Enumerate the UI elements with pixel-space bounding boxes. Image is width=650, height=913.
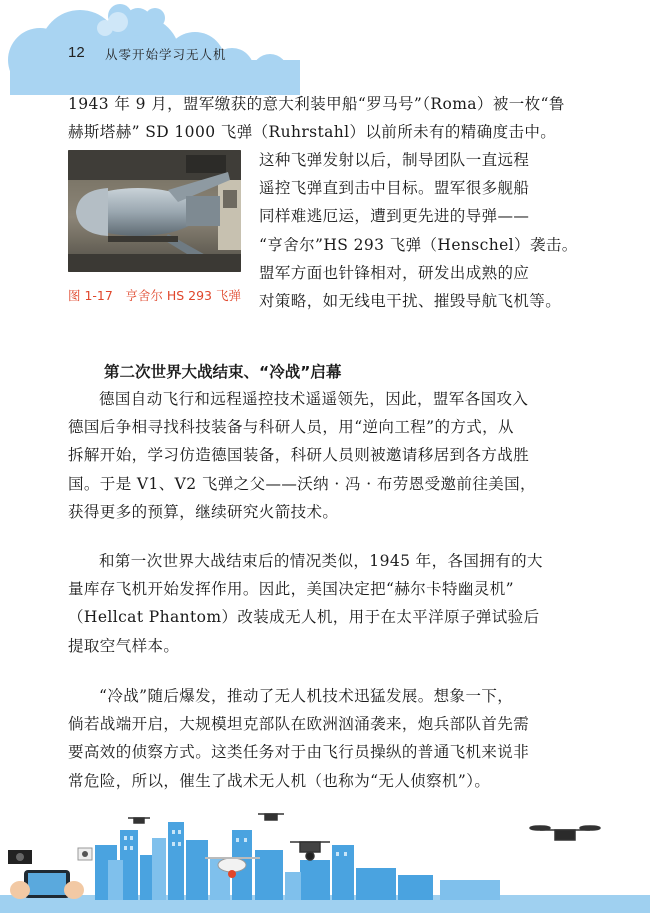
paragraph-reverse-engineering [68,385,588,526]
paragraph-cold-war [68,682,588,795]
paragraph-hellcat-phantom [68,547,588,660]
figure-caption: 图 1-17 亨舍尔 HS 293 飞弹 [68,288,241,303]
text-line: 同样难逃厄运，遭到更先进的导弹—— [259,207,530,226]
missile-photo [68,150,241,272]
text-line: （Hellcat Phantom）改装成无人机，用于在太平洋原子弹试验后 [68,608,540,627]
text-line: 拆解开始，学习仿造德国装备，科研人员则被邀请移居到各方战胜 [68,446,530,465]
text-line: 对策略，如无线电干扰、摧毁导航飞机等。 [259,292,562,311]
text-line: 提取空气样本。 [68,636,180,655]
text-line: 1943 年 9 月，盟军缴获的意大利装甲船“罗马号”（Roma）被一枚“鲁 [68,95,565,113]
text-line: 量库存飞机开始发挥作用。因此，美国决定把“赫尔卡特幽灵机” [68,580,514,599]
text-line: 遥控飞弹直到击中目标。盟军很多舰船 [259,179,530,198]
text-line: 盟军方面也针锋相对，研发出成熟的应 [259,263,530,282]
text-line: 和第一次世界大战结束后的情况类似，1945 年，各国拥有的大 [99,552,543,570]
text-line: 常危险，所以，催生了战术无人机（也称为“无人侦察机”）。 [68,771,491,790]
text-line: 德国自动飞行和远程遥控技术遥遥领先，因此，盟军各国攻入 [99,390,529,408]
text-line: 倘若战端开启，大规模坦克部队在欧洲汹涌袭来，炮兵部队首先需 [68,715,530,734]
text-line: 这种飞弹发射以后，制导团队一直远程 [259,151,530,169]
text-line: 要高效的侦察方式。这类任务对于由飞行员操纵的普通飞机来说非 [68,743,530,762]
intro-paragraph [68,90,588,146]
text-line: “冷战”随后爆发，推动了无人机技术迅猛发展。想象一下， [99,687,514,705]
footer-cityscape-illustration [0,800,650,913]
text-line: 德国后争相寻找科技装备与科研人员，用“逆向工程”的方式，从 [68,418,514,437]
text-line: 获得更多的预算，继续研究火箭技术。 [68,502,339,521]
text-line: “亨舍尔”HS 293 飞弹（Henschel）袭击。 [259,235,578,254]
missile-paragraph [259,146,589,315]
page-number: 12 [68,44,85,61]
section-heading: 第二次世界大战结束、“冷战”启幕 [104,363,342,381]
text-line: 赫斯塔赫” SD 1000 飞弹（Ruhrstahl）以前所未有的精确度击中。 [68,123,557,142]
text-line: 国。于是 V1、V2 飞弹之父——沃纳 · 冯 · 布劳恩受邀前往美国， [68,474,536,493]
book-title: 从零开始学习无人机 [105,47,227,62]
